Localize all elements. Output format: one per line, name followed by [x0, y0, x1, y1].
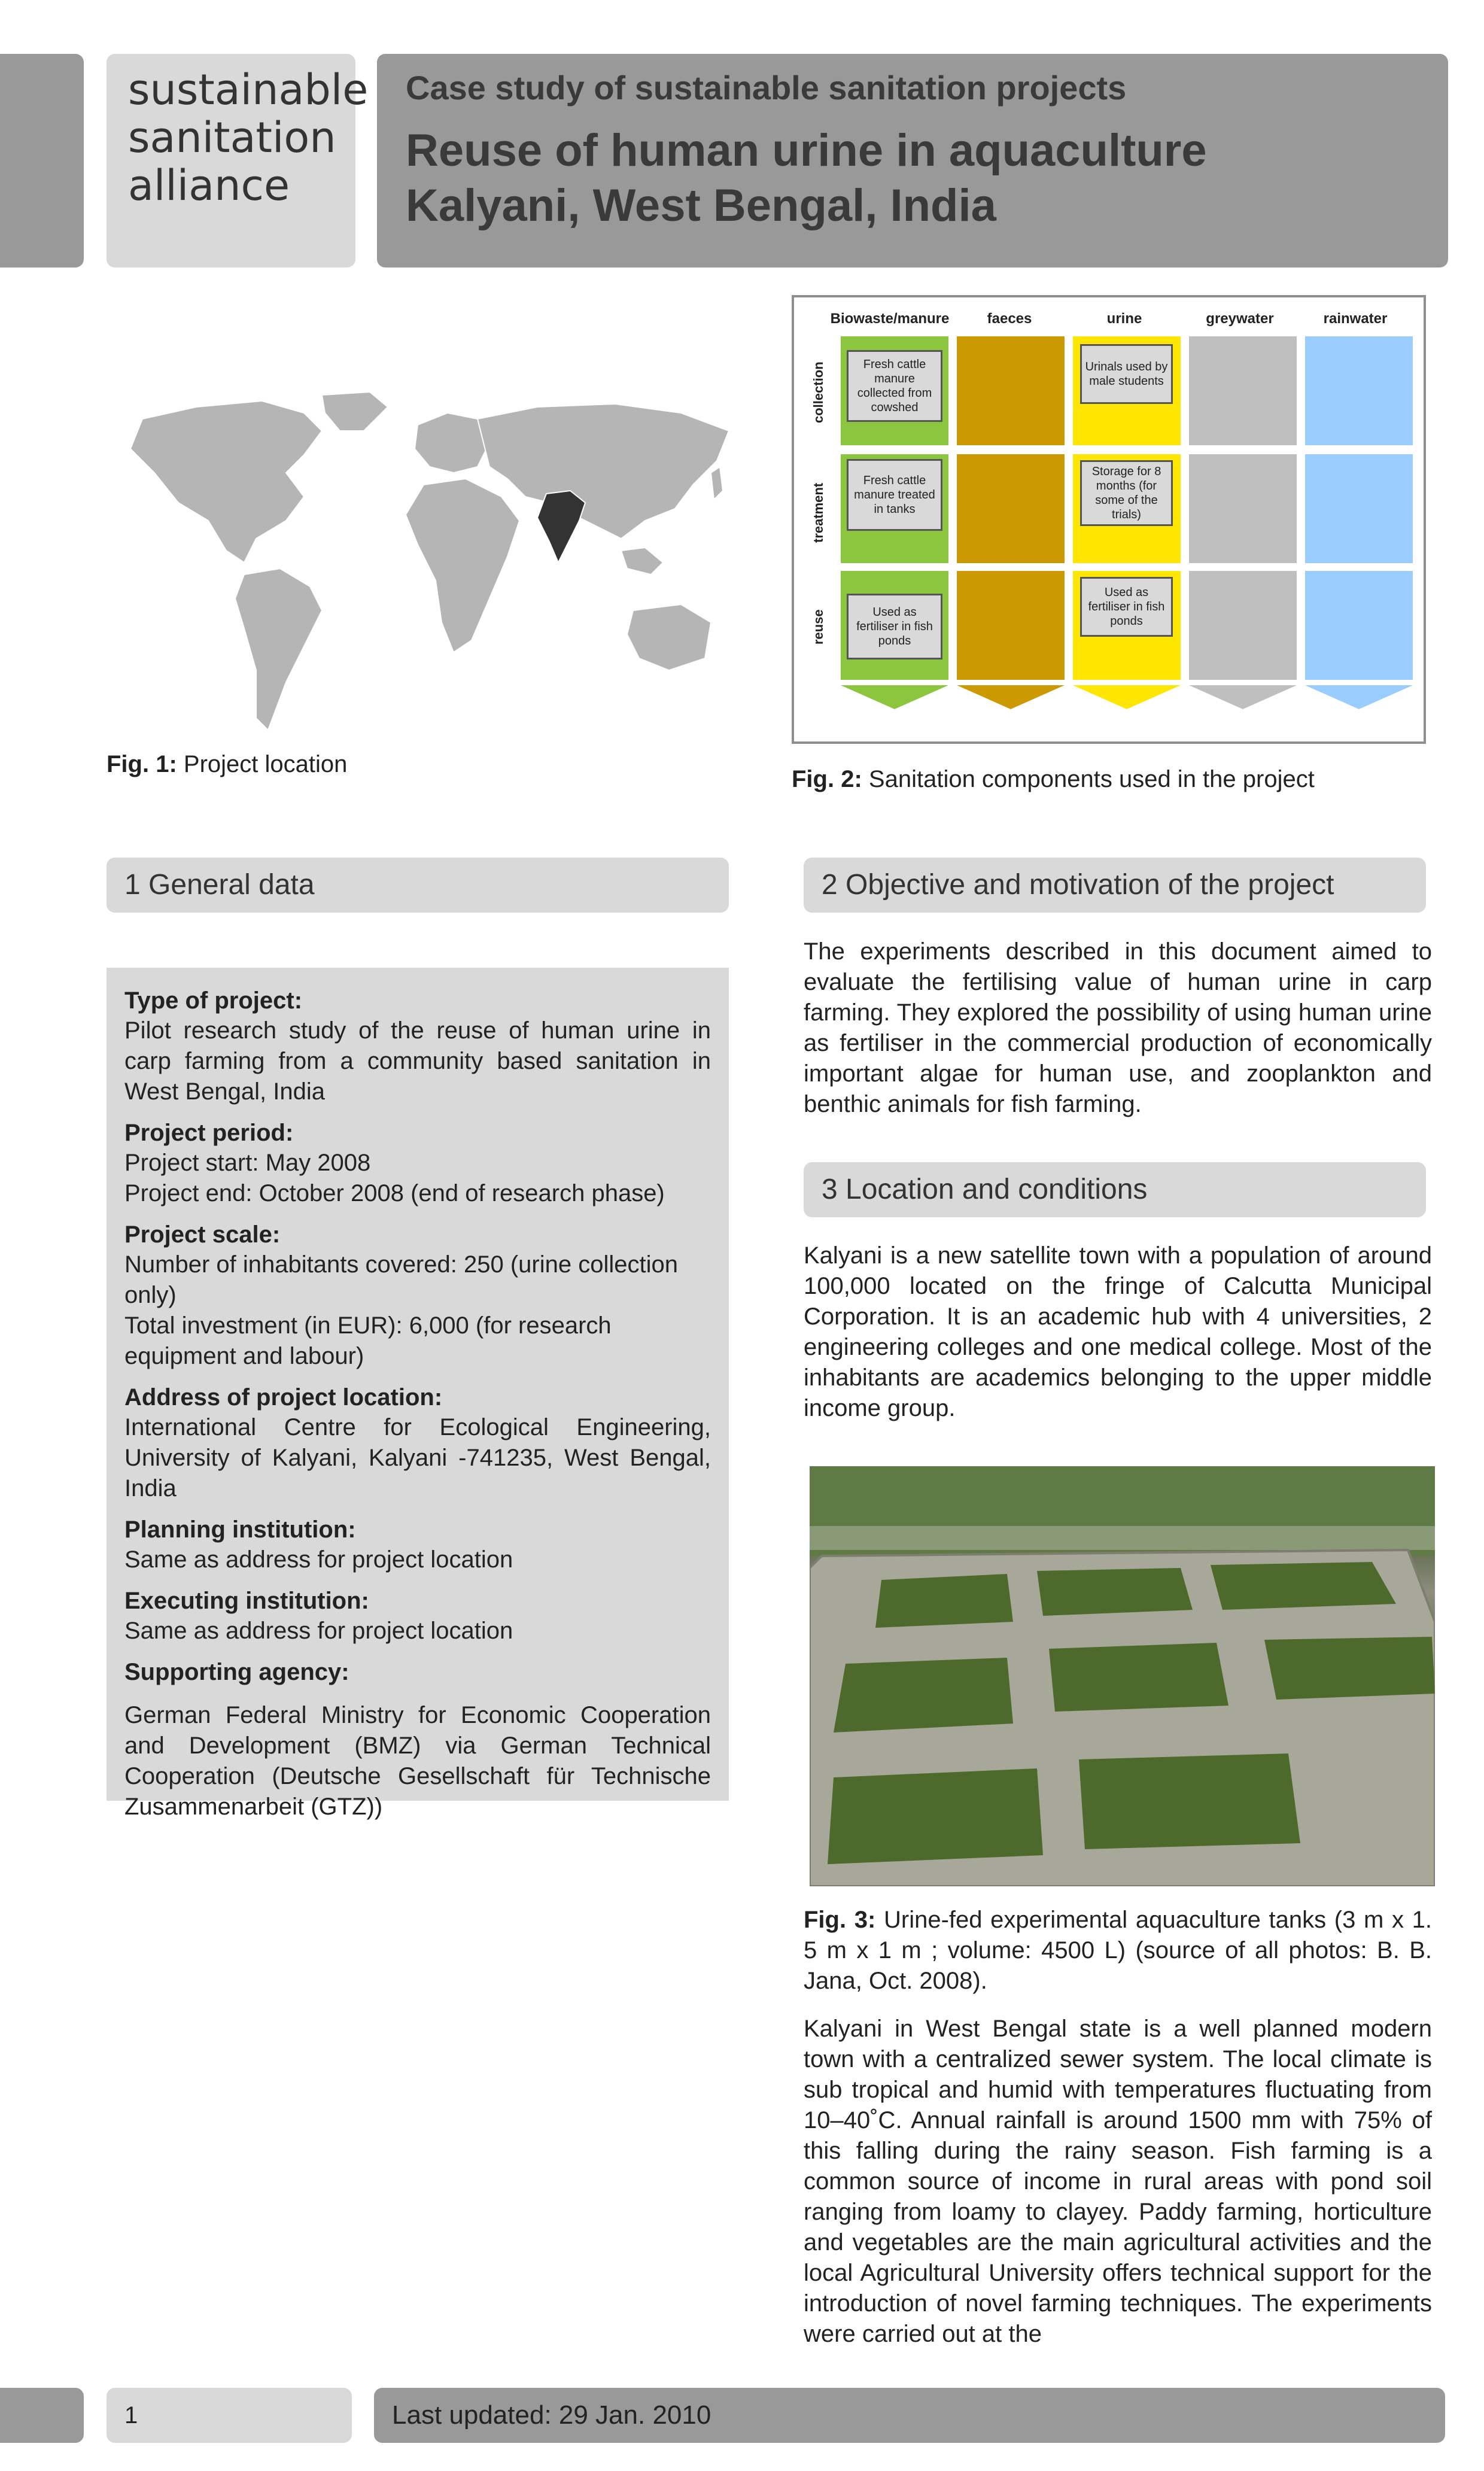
- section3-text2: Kalyani in West Bengal state is a well planned modern town with a centralized sewer system. The local climate is sub tropical and humid with temperatures fluctuating from 10–40˚C. Annual rainfall is around 1500 mm with 75% of this falling during the rainy season. Fish farming is a common source of income in rural areas with pond soil ranging from loamy to clayey. Paddy farming, horticulture and vegetables are the main agricultural activities and the local Agricultural University offers technical support for the introduction of novel farming techniques. The experiments were carried out at the: [804, 2016, 1432, 2347]
- info-label: Address of project location:: [124, 1384, 443, 1411]
- page-number: 1: [107, 2388, 352, 2443]
- info-label: Supporting agency:: [124, 1659, 349, 1685]
- info-text: Same as address for project location: [124, 1546, 513, 1573]
- header-kicker: Case study of sustainable sanitation projects: [406, 69, 1127, 107]
- note-biowaste-collection: Fresh cattle manure collected from cowshed: [847, 350, 942, 422]
- cell-greywater-collection: [1189, 336, 1297, 445]
- info-text: Project start: May 2008 Project end: October 2008 (end of research phase): [124, 1150, 665, 1206]
- fig3-label: Fig. 3:: [804, 1907, 876, 1933]
- info-label: Type of project:: [124, 987, 303, 1014]
- arrow-biowaste: [841, 685, 948, 709]
- note-urine-collection: Urinals used by male students: [1080, 344, 1173, 404]
- info-text: Same as address for project location: [124, 1618, 513, 1644]
- fig1-label: Fig. 1:: [107, 751, 177, 777]
- footer-side-tab: [0, 2388, 84, 2443]
- last-updated: Last updated: 29 Jan. 2010: [374, 2388, 1445, 2443]
- info-label: Executing institution:: [124, 1588, 369, 1614]
- arrow-urine: [1073, 685, 1181, 709]
- fig2-label: Fig. 2:: [792, 766, 862, 792]
- note-biowaste-treatment: Fresh cattle manure treated in tanks: [847, 459, 942, 531]
- cell-greywater-treatment: [1189, 454, 1297, 563]
- fig2-caption-text: Sanitation components used in the project: [868, 766, 1315, 792]
- col-head-urine: urine: [1106, 311, 1142, 327]
- fig1-caption: [107, 751, 347, 778]
- project-period: [124, 1118, 711, 1209]
- project-address: [124, 1382, 711, 1504]
- section3-heading: 3 Location and conditions: [804, 1162, 1426, 1217]
- logo-box: [107, 54, 369, 268]
- world-map: [107, 383, 759, 748]
- note-biowaste-reuse: Used as fertiliser in fish ponds: [847, 594, 942, 659]
- info-text: Number of inhabitants covered: 250 (urine collection only) Total investment (in EUR): 6,000 (for research equipment and labour): [124, 1251, 678, 1369]
- fig2-caption: [792, 766, 1315, 793]
- planning-institution: [124, 1515, 711, 1575]
- row-head-reuse: reuse: [811, 609, 826, 645]
- fig3-caption: [804, 1905, 1432, 1996]
- note-urine-treatment: Storage for 8 months (for some of the trials): [1080, 460, 1173, 526]
- fig1-caption-text: Project location: [183, 751, 348, 777]
- section2-heading: 2 Objective and motivation of the project: [804, 858, 1426, 913]
- general-data-box: [107, 968, 729, 1820]
- india-highlight: [537, 491, 585, 563]
- info-label: Planning institution:: [124, 1516, 356, 1543]
- info-text: Pilot research study of the reuse of human urine in carp farming from a community based sanitation in West Bengal, India: [124, 1017, 711, 1105]
- arrow-faeces: [957, 685, 1065, 709]
- info-label: Project period:: [124, 1120, 294, 1146]
- info-text: German Federal Ministry for Economic Cooperation and Development (BMZ) via German Technical Cooperation (Deutsche Gesellschaft für Technische Zusammenarbeit (GTZ)): [124, 1702, 711, 1820]
- row-head-treatment: treatment: [811, 482, 826, 543]
- info-label: Project scale:: [124, 1221, 281, 1248]
- page-title-line1: Reuse of human urine in aquaculture: [406, 125, 1207, 176]
- sanitation-diagram: [792, 295, 1426, 744]
- arrow-greywater: [1189, 685, 1297, 709]
- header-banner: [377, 54, 1448, 268]
- info-text: International Centre for Ecological Engineering, University of Kalyani, Kalyani -741235, West Bengal, India: [124, 1414, 711, 1502]
- project-scale: [124, 1220, 711, 1372]
- cell-faeces-treatment: [957, 454, 1065, 563]
- photo-illustration: [810, 1466, 1435, 1886]
- section1-heading: 1 General data: [107, 858, 729, 913]
- type-of-project: [124, 986, 711, 1107]
- cell-rainwater-treatment: [1305, 454, 1413, 563]
- section3-text1: Kalyani is a new satellite town with a population of around 100,000 located on the fringe of Calcutta Municipal Corporation. It is an academic hub with 4 universities, 2 engineering colleges and one medical college. Most of the inhabitants are academics belonging to the upper middle income group.: [804, 1242, 1432, 1421]
- row-head-collection: collection: [811, 361, 826, 423]
- logo-text: sustainable sanitation alliance: [128, 65, 369, 210]
- arrow-rainwater: [1305, 685, 1413, 709]
- cell-rainwater-reuse: [1305, 571, 1413, 680]
- cell-rainwater-collection: [1305, 336, 1413, 445]
- supporting-agency: [124, 1657, 711, 1822]
- fig3-caption-text: Urine-fed experimental aquaculture tanks (3 m x 1. 5 m x 1 m ; volume: 4500 L) (source of all photos: B. B. Jana, Oct. 2008).: [804, 1907, 1433, 1994]
- cell-greywater-reuse: [1189, 571, 1297, 680]
- cell-faeces-reuse: [957, 571, 1065, 680]
- col-head-faeces: faeces: [987, 311, 1032, 327]
- header-side-tab: [0, 54, 84, 268]
- col-head-greywater: greywater: [1206, 311, 1274, 327]
- col-head-biowaste: Biowaste/manure: [830, 311, 950, 327]
- executing-institution: [124, 1586, 711, 1646]
- cell-faeces-collection: [957, 336, 1065, 445]
- note-urine-reuse: Used as fertiliser in fish ponds: [1080, 577, 1173, 637]
- col-head-rainwater: rainwater: [1323, 311, 1388, 327]
- page-title-line2: Kalyani, West Bengal, India: [406, 180, 996, 231]
- section2-text: The experiments described in this document aimed to evaluate the fertilising value of human urine in carp farming. They explored the possibility of using human urine as fertiliser in the commercial production of economically important algae for human use, and zooplankton and benthic animals for fish farming.: [804, 938, 1432, 1117]
- diagram-arrows: [794, 685, 1428, 715]
- aquaculture-tanks-photo: [810, 1466, 1435, 1886]
